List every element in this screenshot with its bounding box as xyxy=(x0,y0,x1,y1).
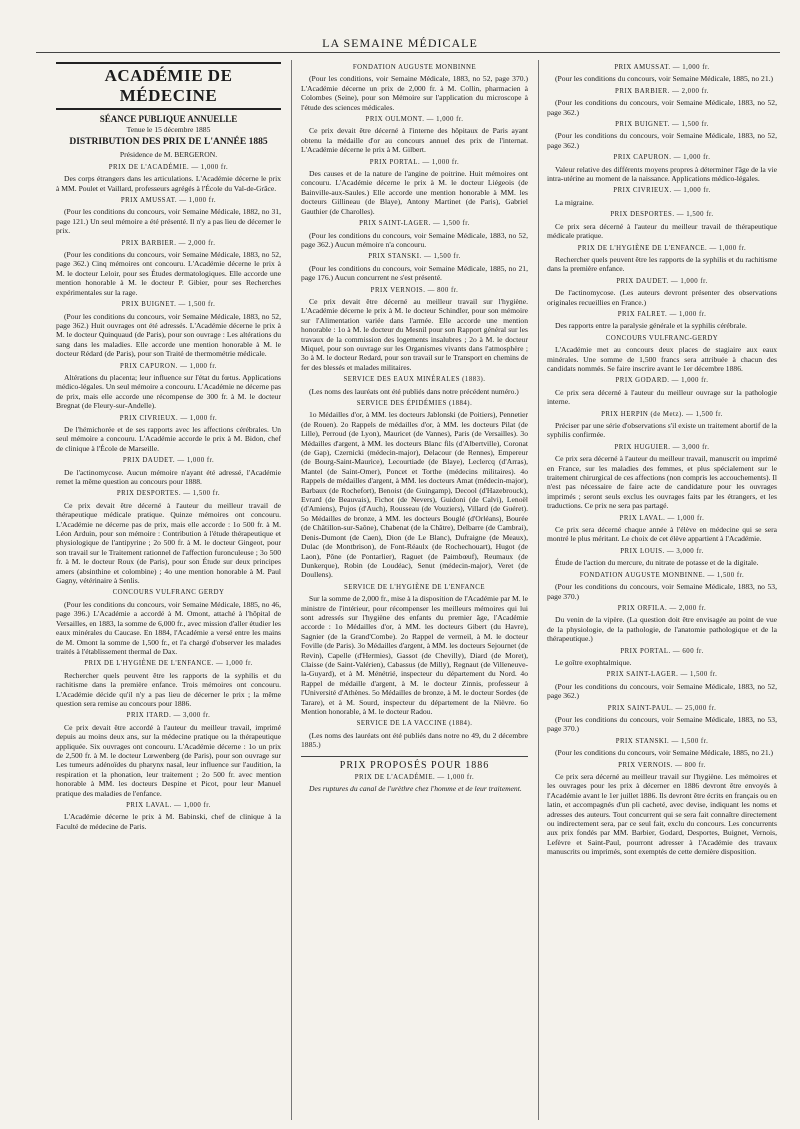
prize-text: (Pour les conditions du concours, voir Semaine Médicale, 1885, no 21, page 176.) Aucun concurrent ne s'est présenté. xyxy=(301,263,528,283)
prize-text: Du venin de la vipère. (La question doit être envisagée au point de vue de la physiologie, de la pathologie, de l'anatomie pathologique et de la thérapeutique.) xyxy=(547,615,777,644)
presidence-line: Présidence de M. BERGERON. xyxy=(119,150,218,160)
prize-text: Ce prix sera décerné à l'auteur du meilleur ouvrage sur la pathologie interne. xyxy=(547,387,777,407)
prize-text: (Pour les conditions, voir Semaine Médicale, 1883, no 52, page 370.) L'Académie décerne un prix de 2,000 fr. à M. Collin, pharmacien à Colombes (Seine), pour son Mémoire sur l'application du microscope à l'étude des sciences médicales. xyxy=(301,74,528,112)
prize-heading: PRIX CIVRIEUX. — 1,000 fr. xyxy=(613,187,711,195)
prize-text: Des causes et de la nature de l'angine de poitrine. Huit mémoires ont concouru. L'Académie décerne le prix à M. le docteur Liégeois (de Bainville-aux-Saules.) Elle accorde une mention honorable à MM. les docteurs Gillineau (de Blaye), Antony Martinet (de Paris), Gabriel Gauthier (de Charolles). xyxy=(301,169,528,216)
column-3 xyxy=(547,60,777,1120)
prize-heading: PRIX BUIGNET. — 1,500 fr. xyxy=(121,301,216,309)
column-rule xyxy=(538,60,539,1120)
prize-heading: SERVICE DE L'HYGIÈNE DE L'ENFANCE xyxy=(344,583,485,591)
prize-heading: SERVICE DES EAUX MINÉRALES (1883). xyxy=(343,376,486,384)
prize-text: Sur la somme de 2,000 fr., mise à la disposition de l'Académie par M. le ministre de l'intérieur, pour récompenser les meilleurs mémoires qui lui sont adressés sur l'hygiène des enfants du premier âge, l'Académie accorde : 1o Médailles d'or, à MM. les docteurs Gibert (du Havre), Sagnier (de la Grand'Combe). 2o Rappel de vermeil, à M. le docteur Foville (de Paris). 3o Médailles d'argent, à MM. les docteurs Sejournet (de Revin), Capelle (d'Hermies), Gassot (de Chevilly), Diard (de Moret), Claisse (de Saint-Valérien), Cabassus (de Milly), Regnaut (de Villeneuve-la-Guyard), et à M. Ménétrié, inspecteur du département du Nord. 4o Rappel de médaille d'argent, à M. le docteur Zinnis, professeur à l'Université d'Athènes. 5o Médailles de bronze, à M. le docteur Sordes (de Tarare), et à M. Sourd, inspecteur du département de la Nièvre. 6o Mention honorable, à M. le docteur Radou. xyxy=(301,594,528,716)
prize-heading: CONCOURS VULFRANC GERDY xyxy=(112,589,225,597)
prize-text: De l'hémichorée et de ses rapports avec les affections cérébrales. Un seul mémoire a concouru. L'Académie accorde le prix à M. Bidon, chef de clinique à l'École de Marseille. xyxy=(56,424,281,453)
prize-text: (Pour les conditions du concours, voir Semaine Médicale, 1885, no 46, page 396.) L'Académie a accordé à M. Omont, attaché à l'hôpital de Versailles, en 1883, la somme de 6,000 fr., avec mission d'aller étudier les eaux minérales du Caucase. En 1884, l'Académie a versé entre les mains de M. Omont la somme de 1,500 fr., et l'a chargé d'observer les malades traités à l'établissement thermal de Dax. xyxy=(56,599,281,656)
prize-heading: PRIX DAUDET. — 1,000 fr. xyxy=(616,277,708,285)
prize-heading: PRIX ORFILA. — 2,000 fr. xyxy=(617,604,707,612)
prize-text: Valeur relative des différents moyens propres à déterminer l'âge de la vie intra-utérine au moment de la naissance. Applications médico-légales. xyxy=(547,164,777,184)
prize-heading: PRIX DE L'ACADÉMIE. — 1,000 fr. xyxy=(108,163,229,171)
prize-text: (Pour les conditions du concours, voir Semaine Médicale, 1883, no 52, page 362.) xyxy=(547,131,777,150)
prize-heading: PRIX GODARD. — 1,000 fr. xyxy=(615,377,709,385)
prize-heading: PRIX CAPURON. — 1,000 fr. xyxy=(120,362,217,370)
prize-text: (Pour les conditions du concours, voir Semaine Médicale, 1885, no 21.) xyxy=(555,748,774,758)
prize-heading: PRIX LOUIS. — 3,000 fr. xyxy=(620,547,704,555)
prize-text: 1o Médailles d'or, à MM. les docteurs Jablonski (de Poitiers), Pennetier (de Rouen). 2o Rappels de médailles d'or, à MM. les docteurs Pilat (de Lille), Perroud (de Lyon), Mauricet (de Vannes), Paris (de Versailles). 3o Médailles d'argent, à MM. les docteurs Blanc fils (d'Albertville), Coronat (de Gap), Czernicki (médecin-major), Delacour (de Rennes), Empereur (de Bourg-Saint-Maurice), Lecourtiade (de Blaye), Leclercq (d'Arras), Mantel (de Saint-Omer), Poncet et Torthe (médecins militaires). 4o Rappels de médailles d'argent, à MM. les docteurs Amat (médecin-major), Barbaux (de Rochefort), Benoist (de Guingamp), Decool (d'Hazebrouck), Evrard (de Beauvais), Fichot (de Nevers), Guidoni (de Calvi), Lenoël (d'Amiens), Pujos (d'Auch), Rousseau (de Vouziers), Villard (de Guéret). 5o Médailles de bronze, à MM. les docteurs Bouglé (d'Orléans), Bourée (de Châtillon-sur-Saône), Chabenat (de la Châtre), Delbarre (de Cambrai), Denis-Dumont (de Caen), Dion (de Le Blanc), Dufraigne (de Meaux), Dulac (de Montbrison), de Font-Réaulx (de Rochechouart), Hugot (de Laon), Pône (de Pontarlier), Raguet (de Paimbœuf), Reumaux (de Dunkerque), Robin (de Loudéac), Senut (médecin-major), Veret (de Doullens). xyxy=(301,410,528,580)
prize-heading: PRIX DE L'HYGIÈNE DE L'ENFANCE. — 1,000 fr. xyxy=(84,660,253,668)
prize-heading: PRIX CIVRIEUX. — 1,000 fr. xyxy=(119,414,218,422)
prize-text: L'Académie met au concours deux places de stagiaire aux eaux minérales. Une somme de 1,500 francs sera attribuée à chacun des candidats nommés. Se faire inscrire avant le 1er décembre 1886. xyxy=(547,345,777,373)
prize-heading: PRIX AMUSSAT. — 1,000 fr. xyxy=(120,197,217,205)
column-1 xyxy=(56,60,281,1120)
prize-heading: PRIX HERPIN (de Metz). — 1,500 fr. xyxy=(601,410,723,418)
prize-heading: PRIX STANSKI. — 1,500 fr. xyxy=(615,737,709,745)
prize-heading: PRIX DESPORTES. — 1,500 fr. xyxy=(610,211,714,219)
prize-heading: PRIX PORTAL. — 1,000 fr. xyxy=(369,158,460,166)
prize-heading: PRIX BARBIER. — 2,000 fr. xyxy=(121,239,216,247)
header-rule xyxy=(36,52,780,53)
prize-heading: PRIX SAINT-LAGER. — 1,500 fr. xyxy=(606,671,718,679)
prize-heading: SERVICE DE LA VACCINE (1884). xyxy=(356,720,473,728)
prize-heading: PRIX LAVAL. — 1,000 fr. xyxy=(126,802,211,809)
prize-heading: PRIX OULMONT. — 1,000 fr. xyxy=(365,116,464,124)
prize-text: Ce prix sera décerné à l'auteur du meilleur travail, manuscrit ou imprimé en France, sur les maladies des femmes, et plus spécialement sur le traitement chirurgical de ces affections (non compris les accouchements). Il n'est pas nécessaire de faire acte de candidature pour les ouvrages imprimés ; seront seuls exclus les ouvrages faits par les étrangers, et les traductions. Ce prix ne sera pas partagé. xyxy=(547,454,777,511)
prize-heading: PRIX FALRET. — 1,000 fr. xyxy=(617,310,707,318)
prize-text: Ce prix sera décerné chaque année à l'élève en médecine qui se sera montré le plus méritant. Le choix de cet élève appartient à l'Académie. xyxy=(547,525,777,544)
prize-heading: PRIX LAVAL. — 1,000 fr. xyxy=(619,514,705,522)
prize-heading: PRIX SAINT-PAUL. — 25,000 fr. xyxy=(607,704,717,712)
prize-heading: PRIX DAUDET. — 1,000 fr. xyxy=(122,457,215,465)
prize-heading: PRIX VERNOIS. — 800 fr. xyxy=(370,286,459,294)
prize-text: Ce prix devait être décerné à l'auteur du meilleur travail de thérapeutique médicale pratique. Quinze mémoires ont concouru. L'Académie ne décerne pas de prix, mais elle accorde : 1o 500 fr. à M. Léon Arduin, pour son mémoire : Contribution à l'étude thérapeutique et physiologique de l'antipyrine ; 2o 500 fr. à M. le docteur Gingeot, pour son travail sur le Traitement rationnel de l'affection furonculeuse ; 3o 500 fr. à M. le docteur Roux (de Paris), pour son Étude sur deux principes amers (absinthine et colombine) ; 4o une mention honorable à M. Paul Gagny, vétérinaire à Senlis. xyxy=(56,500,281,586)
prize-text: (Pour les conditions du concours, voir Semaine Médicale, 1883, no 52, page 362.) Aucun mémoire n'a concouru. xyxy=(301,230,528,249)
prize-heading: PRIX CAPURON. — 1,000 fr. xyxy=(613,154,711,162)
prize-text: (Pour les conditions du concours, voir Semaine Médicale, 1885, no 21.) xyxy=(555,74,774,84)
prize-text: Des rapports entre la paralysie générale et la syphilis cérébrale. xyxy=(555,321,747,331)
prize-text: (Les noms des lauréats ont été publiés dans notre no 49, du 2 décembre 1885.) xyxy=(301,730,528,750)
prize-heading: SERVICE DES ÉPIDÉMIES (1884). xyxy=(356,400,473,407)
session-heading: SÉANCE PUBLIQUE ANNUELLE xyxy=(99,114,238,124)
prize-text: (Pour les conditions du concours, voir Semaine Médicale, 1883, no 52, page 362.) Huit ouvrages ont été adressés. L'Académie décerne le prix à M. le docteur Quinquaud (de Paris), pour son ouvrage : Les altérations du sang dans les maladies. Elle accorde une mention honorable à M. le docteur Rédard (de Paris), pour son Traité de thermométrie médicale. xyxy=(56,311,281,359)
prize-heading: PRIX AMUSSAT. — 1,000 fr. xyxy=(614,64,710,71)
column-rule xyxy=(291,60,292,1120)
prize-heading: PRIX HUGUIER. — 3,000 fr. xyxy=(614,443,710,451)
prize-heading: PRIX SAINT-LAGER. — 1,500 fr. xyxy=(359,220,470,228)
prize-heading: CONCOURS VULFRANC-GERDY xyxy=(605,334,719,342)
prize-text: De l'actinomycose. Aucun mémoire n'ayant été adressé, l'Académie remet la même question au concours pour 1888. xyxy=(56,467,281,486)
prize-heading: PRIX ITARD. — 3,000 fr. xyxy=(126,712,211,720)
prize-text: Rechercher quels peuvent être les rapports de la syphilis et du rachitisme dans la première enfance. xyxy=(547,254,777,274)
prize-text: Étude de l'action du mercure, du nitrate de potasse et de la digitale. xyxy=(555,558,759,568)
prize-text: Ce prix devait être accordé à l'auteur du meilleur travail, imprimé depuis au moins deux ans, sur la médecine pratique ou la thérapeutique appliquée. Six ouvrages ont concouru. L'Académie décerne : 1o un prix de 2,500 fr. à M. le docteur Lœwenberg (de Paris), pour son ouvrage sur Les tumeurs adénoïdes du pharynx nasal, leur influence sur l'audition, la respiration et la phonation, leur traitement ; 2o 500 fr. avec mention honorable à MM. les docteurs Despine et Picot, pour leur Manuel pratique des maladies de l'enfance. xyxy=(56,722,281,798)
prize-text: Des ruptures du canal de l'urèthre chez l'homme et de leur traitement. xyxy=(309,784,522,794)
prize-text: Préciser par une série d'observations s'il existe un traitement abortif de la syphilis confirmée. xyxy=(547,421,777,440)
proposed-prizes-title: PRIX PROPOSÉS POUR 1886 xyxy=(301,756,528,770)
col3-blocks xyxy=(547,63,777,857)
prize-heading: PRIX BARBIER. — 2,000 fr. xyxy=(615,87,709,95)
prize-heading: PRIX BUIGNET. — 1,500 fr. xyxy=(615,121,709,129)
prize-heading: PRIX STANSKI. — 1,500 fr. xyxy=(368,253,461,261)
prize-text: Des corps étrangers dans les articulations. L'Académie décerne le prix à MM. Poulet et Vaillard, professeurs agrégés à l'École du Val-de-Grâce. xyxy=(56,174,281,193)
prize-heading: PRIX DE L'HYGIÈNE DE L'ENFANCE. — 1,000 fr. xyxy=(577,244,747,252)
column-2 xyxy=(301,60,528,1120)
prize-heading: PRIX PORTAL. — 600 fr. xyxy=(620,647,704,655)
session-date: Tenue le 15 décembre 1885 xyxy=(126,125,211,134)
prize-heading: PRIX DESPORTES. — 1,500 fr. xyxy=(116,490,221,498)
prize-text: Ce prix sera décerné au meilleur travail sur l'hygiène. Les mémoires et les ouvrages pour les prix à décerner en 1886 devront être envoyés à l'Académie avant le 1er juillet 1886. Ils devront être écrits en français ou en latin, et accompagnés d'un pli cacheté, avec devise, indiquant les noms et adresses des auteurs. Tout concurrent qui se sera fait connaître directement ou indirectement sera, par ce seul fait, exclu du concours. Les concurrents aux prix fondés par MM. Barbier, Godard, Desportes, Buignet, Vernois, Lefèvre et Saint-Paul, pourront adresser à l'Académie des travaux manuscrits ou imprimés, sont exemptés de cette dernière disposition. xyxy=(547,772,777,857)
prize-text: L'Académie décerne le prix à M. Babinski, chef de clinique à la Faculté de médecine de Paris. xyxy=(56,812,281,831)
prize-text: (Pour les conditions du concours, voir Semaine Médicale, 1882, no 31, page 121.) Un seul mémoire a été présenté. Il n'y a pas lieu de décerner le prix. xyxy=(56,207,281,236)
prize-text: Le goître exophtalmique. xyxy=(555,657,632,667)
col2-blocks xyxy=(301,63,528,750)
prize-text: La migraine. xyxy=(555,197,594,207)
prize-heading: PRIX VERNOIS. — 800 fr. xyxy=(618,761,706,769)
article-title: ACADÉMIE DE MÉDECINE xyxy=(56,62,281,110)
prize-text: Ce prix devait être décerné à l'interne des hôpitaux de Paris ayant obtenu la médaille d'or au concours annuel des prix de l'internat. L'Académie décerne le prix à M. Gilbert. xyxy=(301,126,528,155)
running-title: LA SEMAINE MÉDICALE xyxy=(322,36,478,50)
prize-text: (Pour les conditions du concours, voir Semaine Médicale, 1883, no 52, page 362.) xyxy=(547,98,777,117)
distribution-heading: DISTRIBUTION DES PRIX DE L'ANNÉE 1885 xyxy=(69,137,268,148)
prize-text: De l'actinomycose. (Les auteurs devront présenter des observations originales recueillies en France.) xyxy=(547,288,777,307)
prize-text: (Les noms des lauréats ont été publiés dans notre précédent numéro.) xyxy=(309,386,519,396)
col1-blocks xyxy=(56,163,281,831)
prize-heading: FONDATION AUGUSTE MONBINNE. — 1,500 fr. xyxy=(579,571,745,579)
prize-heading: FONDATION AUGUSTE MONBINNE xyxy=(352,64,477,71)
prize-text: (Pour les conditions du concours, voir Semaine Médicale, 1883, no 53, page 370.) xyxy=(547,714,777,734)
prize-text: Ce prix devait être décerné au meilleur travail sur l'hygiène. L'Académie décerne le prix à M. le docteur Schindler, pour son mémoire sur l'Alimentation variée dans l'armée. Elle accorde une mention honorable : 1o à M. le docteur du Mesnil pour son Rapport général sur les travaux de la commission des logements insalubres ; 2o à M. le docteur Miquel, pour son ouvrage sur les Organismes vivants dans l'atmosphère ; 3o à M. le docteur Redard, pour son travail sur le Transport en chemins de fer des blessés et malades militaires. xyxy=(301,296,528,372)
prize-text: Altérations du placenta; leur influence sur l'état du fœtus. Applications médico-légales. Un seul mémoire a concouru. L'Académie ne décerne pas de prix, mais elle accorde une récompense de 300 fr. à M. le docteur Bregnat (de Fleury-sur-Andelle). xyxy=(56,372,281,411)
prize-text: Ce prix sera décerné à l'auteur du meilleur travail de thérapeutique médicale pratique. xyxy=(547,221,777,241)
prize-heading: PRIX DE L'ACADÉMIE. — 1,000 fr. xyxy=(354,774,475,782)
prize-text: (Pour les conditions du concours, voir Semaine Médicale, 1883, no 52, page 362.) Cinq mémoires ont concouru. L'Académie décerne le prix à M. le docteur Leloir, pour ses Études dermatologiques. Elle accorde une mention honorable à M. le docteur P. Gibier, pour ses Recherches expérimentales sur la rage. xyxy=(56,250,281,297)
prize-text: (Pour les conditions du concours, voir Semaine Médicale, 1883, no 52, page 362.) xyxy=(547,681,777,701)
prize-text: Rechercher quels peuvent être les rapports de la syphilis et du rachitisme dans la première enfance. Trois mémoires ont concouru. L'Académie décide qu'il n'y a pas lieu de décerner le prix ; la même question sera remise au concours pour 1886. xyxy=(56,670,281,708)
prize-text: (Pour les conditions du concours, voir Semaine Médicale, 1883, no 53, page 370.) xyxy=(547,582,777,601)
